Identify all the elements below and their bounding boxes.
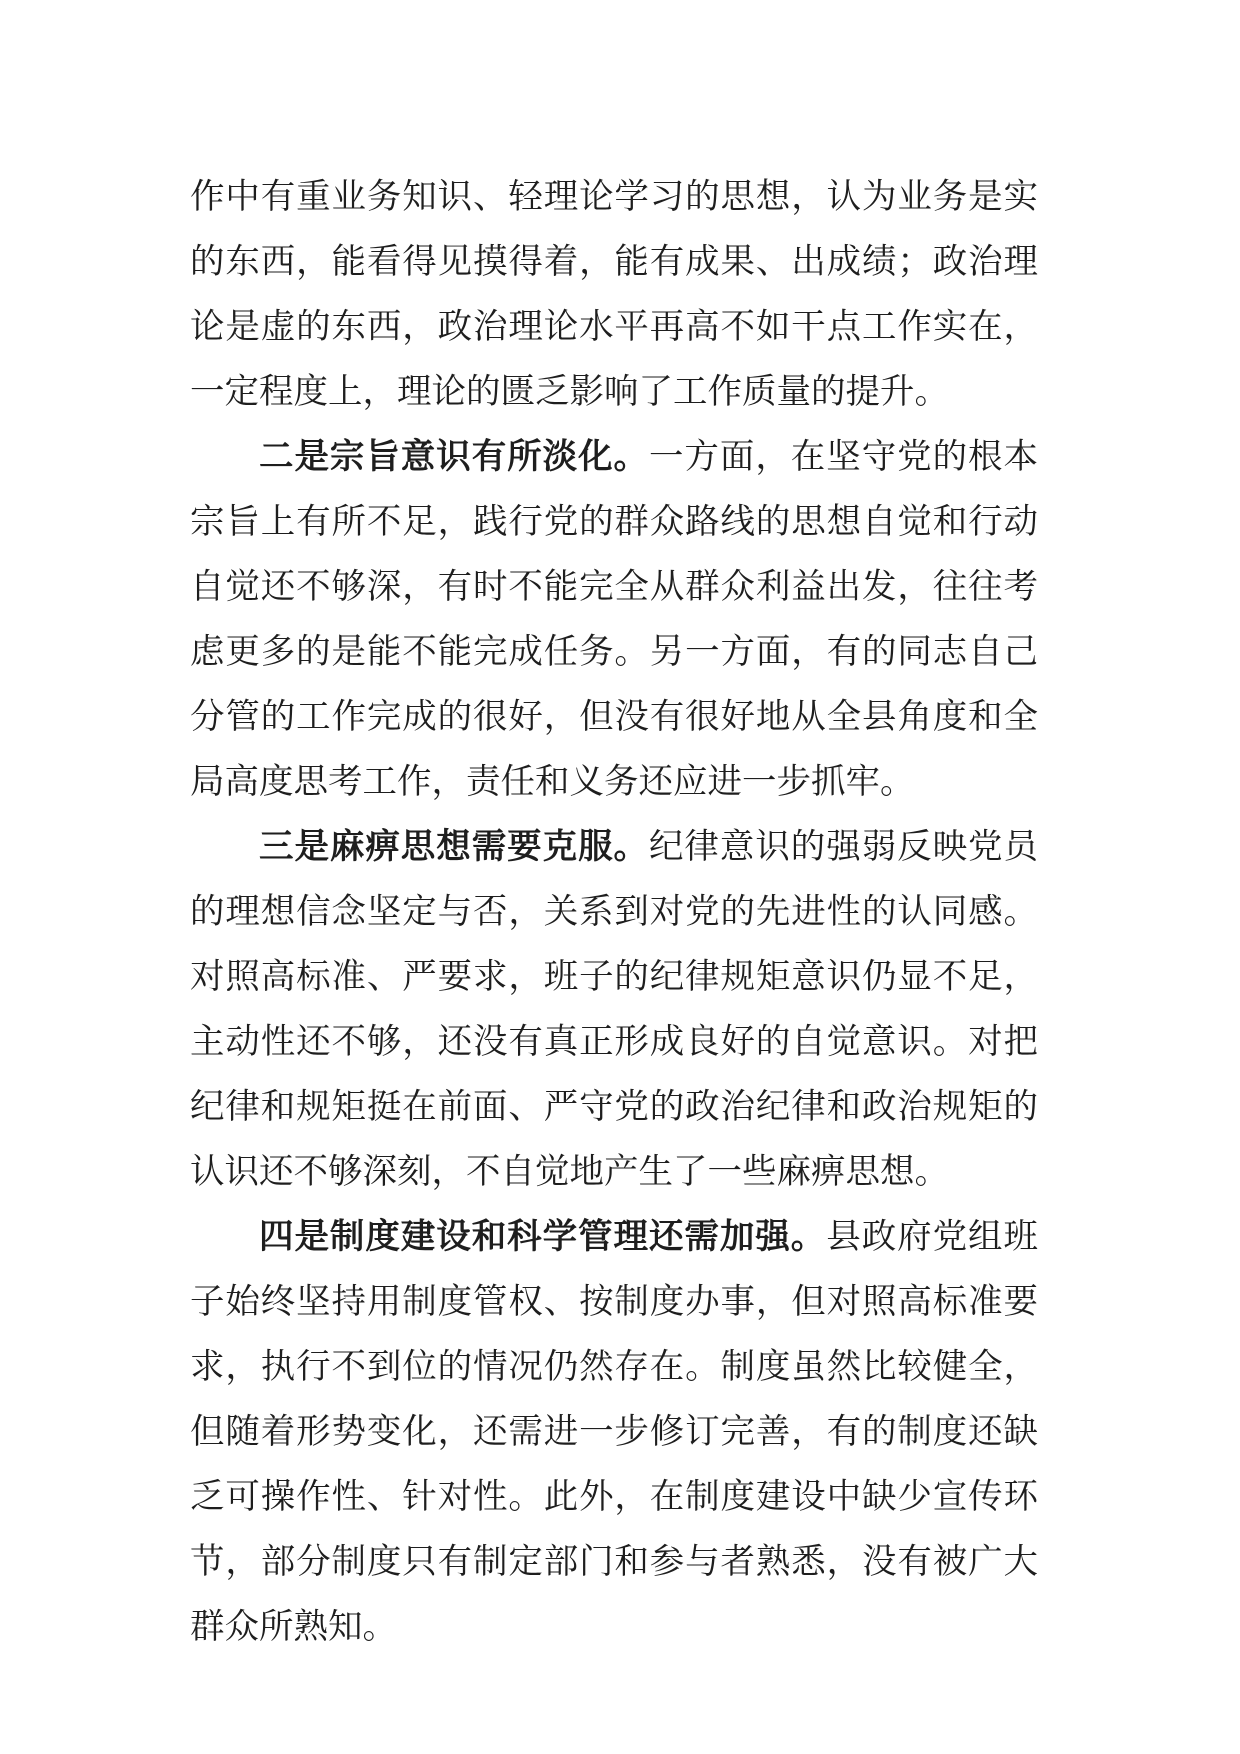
paragraph-body: 作中有重业务知识、轻理论学习的思想，认为业务是实的东西，能看得见摸得着，能有成果、出成绩；政治理论是虚的东西，政治理论水平再高不如干点工作实在，一定程度上，理论的匮乏影响了工作质量的提升。 bbox=[190, 177, 1038, 412]
paragraph-body: 县政府党组班子始终坚持用制度管权、按制度办事，但对照高标准要求，执行不到位的情况仍然存在。制度虽然比较健全，但随着形势变化，还需进一步修订完善，有的制度还缺乏可操作性、针对性。此外，在制度建设中缺少宣传环节，部分制度只有制定部门和参与者熟悉，没有被广大群众所熟知。 bbox=[190, 1217, 1039, 1647]
paragraph-body: 一方面，在坚守党的根本宗旨上有所不足，践行党的群众路线的思想自觉和行动自觉还不够深，有时不能完全从群众利益出发，往往考虑更多的是能不能完成任务。另一方面，有的同志自己分管的工作完成的很好，但没有很好地从全县角度和全局高度思考工作，责任和义务还应进一步抓牢。 bbox=[190, 437, 1039, 802]
paragraph-heading: 二是宗旨意识有所淡化。 bbox=[259, 437, 649, 477]
paragraph-1 bbox=[190, 165, 1038, 425]
paragraph-body: 纪律意识的强弱反映党员的理想信念坚定与否，关系到对党的先进性的认同感。对照高标准、严要求，班子的纪律规矩意识仍显不足，主动性还不够，还没有真正形成良好的自觉意识。对把纪律和规矩挺在前面、严守党的政治纪律和政治规矩的认识还不够深刻，不自觉地产生了一些麻痹思想。 bbox=[190, 827, 1039, 1192]
paragraph-heading: 三是麻痹思想需要克服。 bbox=[259, 827, 649, 867]
paragraph-2 bbox=[190, 425, 1038, 815]
paragraph-4 bbox=[190, 1205, 1038, 1660]
document-page bbox=[190, 165, 1038, 1660]
paragraph-3 bbox=[190, 815, 1038, 1205]
paragraph-heading: 四是制度建设和科学管理还需加强。 bbox=[259, 1217, 827, 1257]
